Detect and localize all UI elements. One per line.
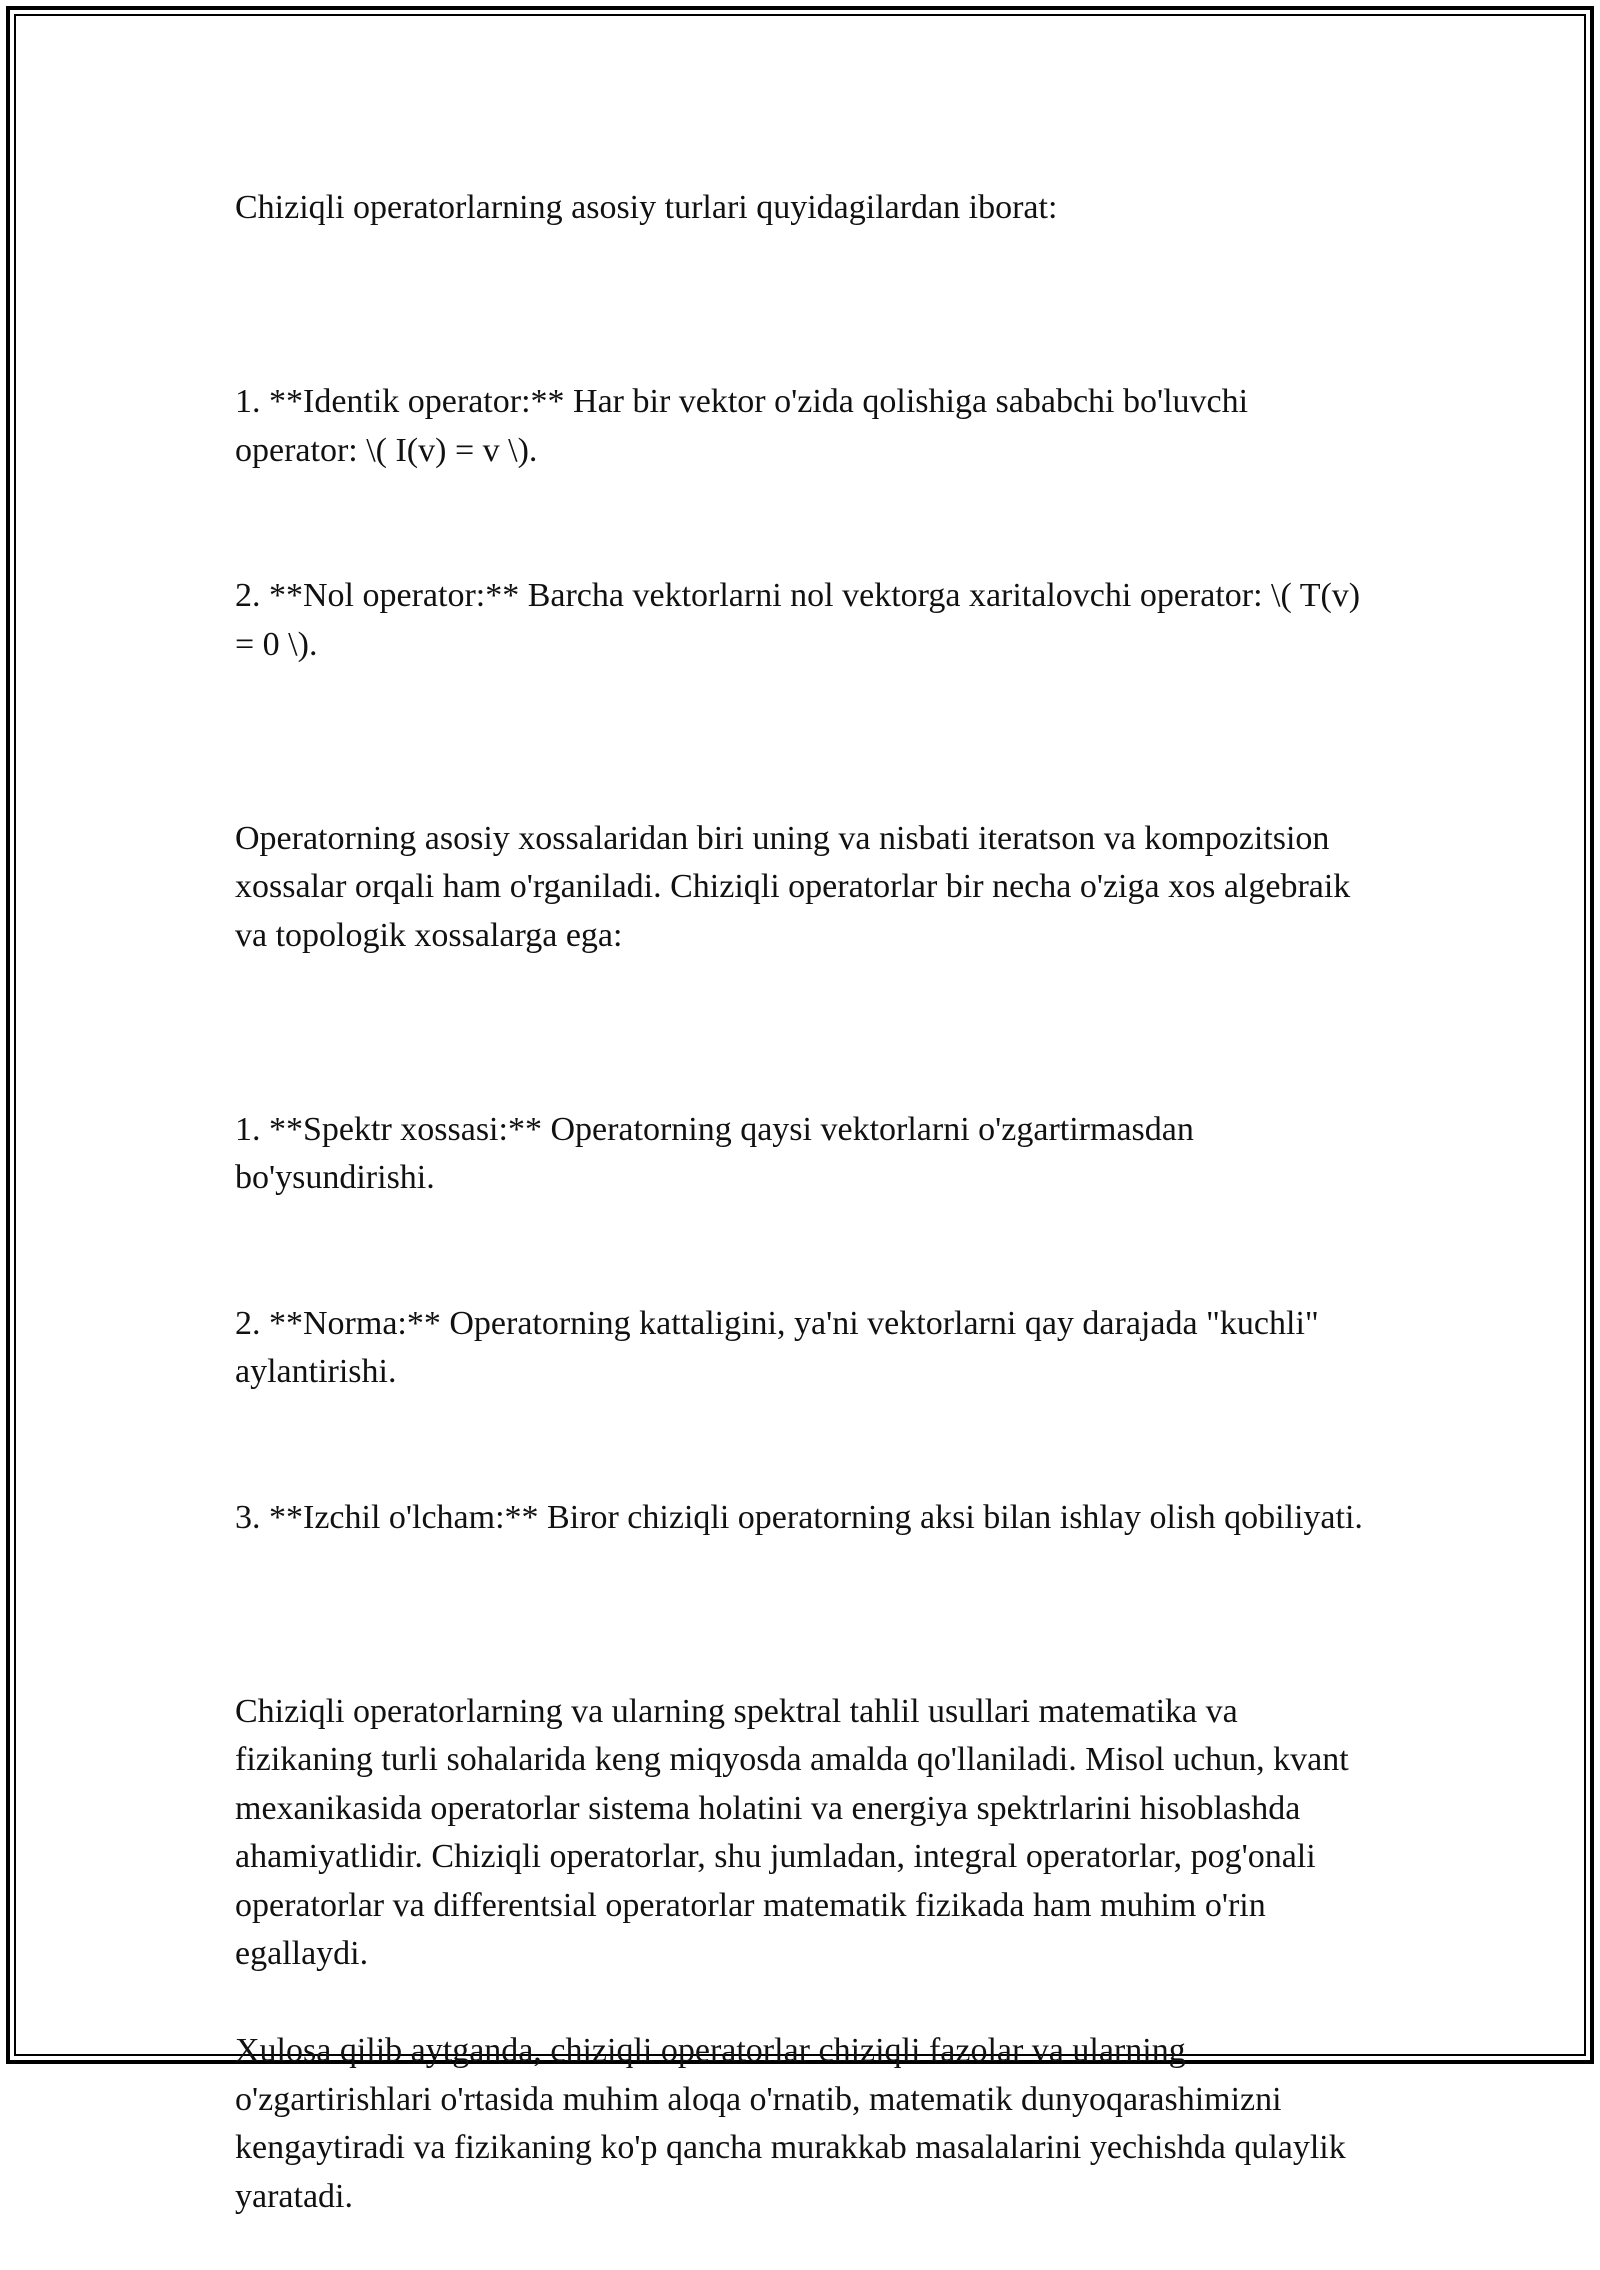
operator-properties-list [235,1009,1375,1640]
list-item-identity-operator: 1. **Identik operator:** Har bir vektor o'zida qolishiga sababchi bo'luvchi operator: \( I(v) = v \). [235,383,1257,469]
document-body [235,184,1375,2270]
operator-types-list [235,281,1375,766]
list-item-norm: 2. **Norma:** Operatorning kattaligini, ya'ni vektorlarni qay darajada "kuchli" aylantirishi. [235,1304,1328,1390]
list-item-consistent-dimension: 3. **Izchil o'lcham:** Biror chiziqli operatorning aksi bilan ishlay olish qobiliyati. [235,1498,1363,1536]
applications-paragraph: Chiziqli operatorlarning va ularning spektral tahlil usullari matematika va fizikaning turli sohalarida keng miqyosda amalda qo'llaniladi. Misol uchun, kvant mexanikasida operatorlar sistema holatini va energiya spektrlarini hisoblashda ahamiyatlidir. Chiziqli operatorlar, shu jumladan, integral operatorlar, pog'onali operatorlar va differentsial operatorlar matematik fizikada ham muhim o'rin egallaydi. [235,1692,1358,1972]
intro-paragraph: Chiziqli operatorlarning asosiy turlari quyidagilardan iborat: [235,189,1058,226]
list-item-spectrum: 1. **Spektr xossasi:** Operatorning qaysi vektorlarni o'zgartirmasdan bo'ysundirishi. [235,1110,1203,1196]
properties-intro-paragraph: Operatorning asosiy xossalaridan biri uning va nisbati iteratson va kompozitsion xossalar orqali ham o'rganiladi. Chiziqli operatorlar bir necha o'ziga xos algebraik va topologik xossalarga ega: [235,819,1359,954]
conclusion-paragraph: Xulosa qilib aytganda, chiziqli operatorlar chiziqli fazolar va ularning o'zgartirishlari o'rtasida muhim aloqa o'rnatib, matematik dunyoqarashimizni kengaytiradi va fizikaning ko'p qancha murakkab masalalarini yechishda qulaylik yaratadi. [235,2032,1355,2215]
list-item-zero-operator: 2. **Nol operator:** Barcha vektorlarni nol vektorga xaritalovchi operator: \( T(v) = 0 \). [235,577,1369,663]
